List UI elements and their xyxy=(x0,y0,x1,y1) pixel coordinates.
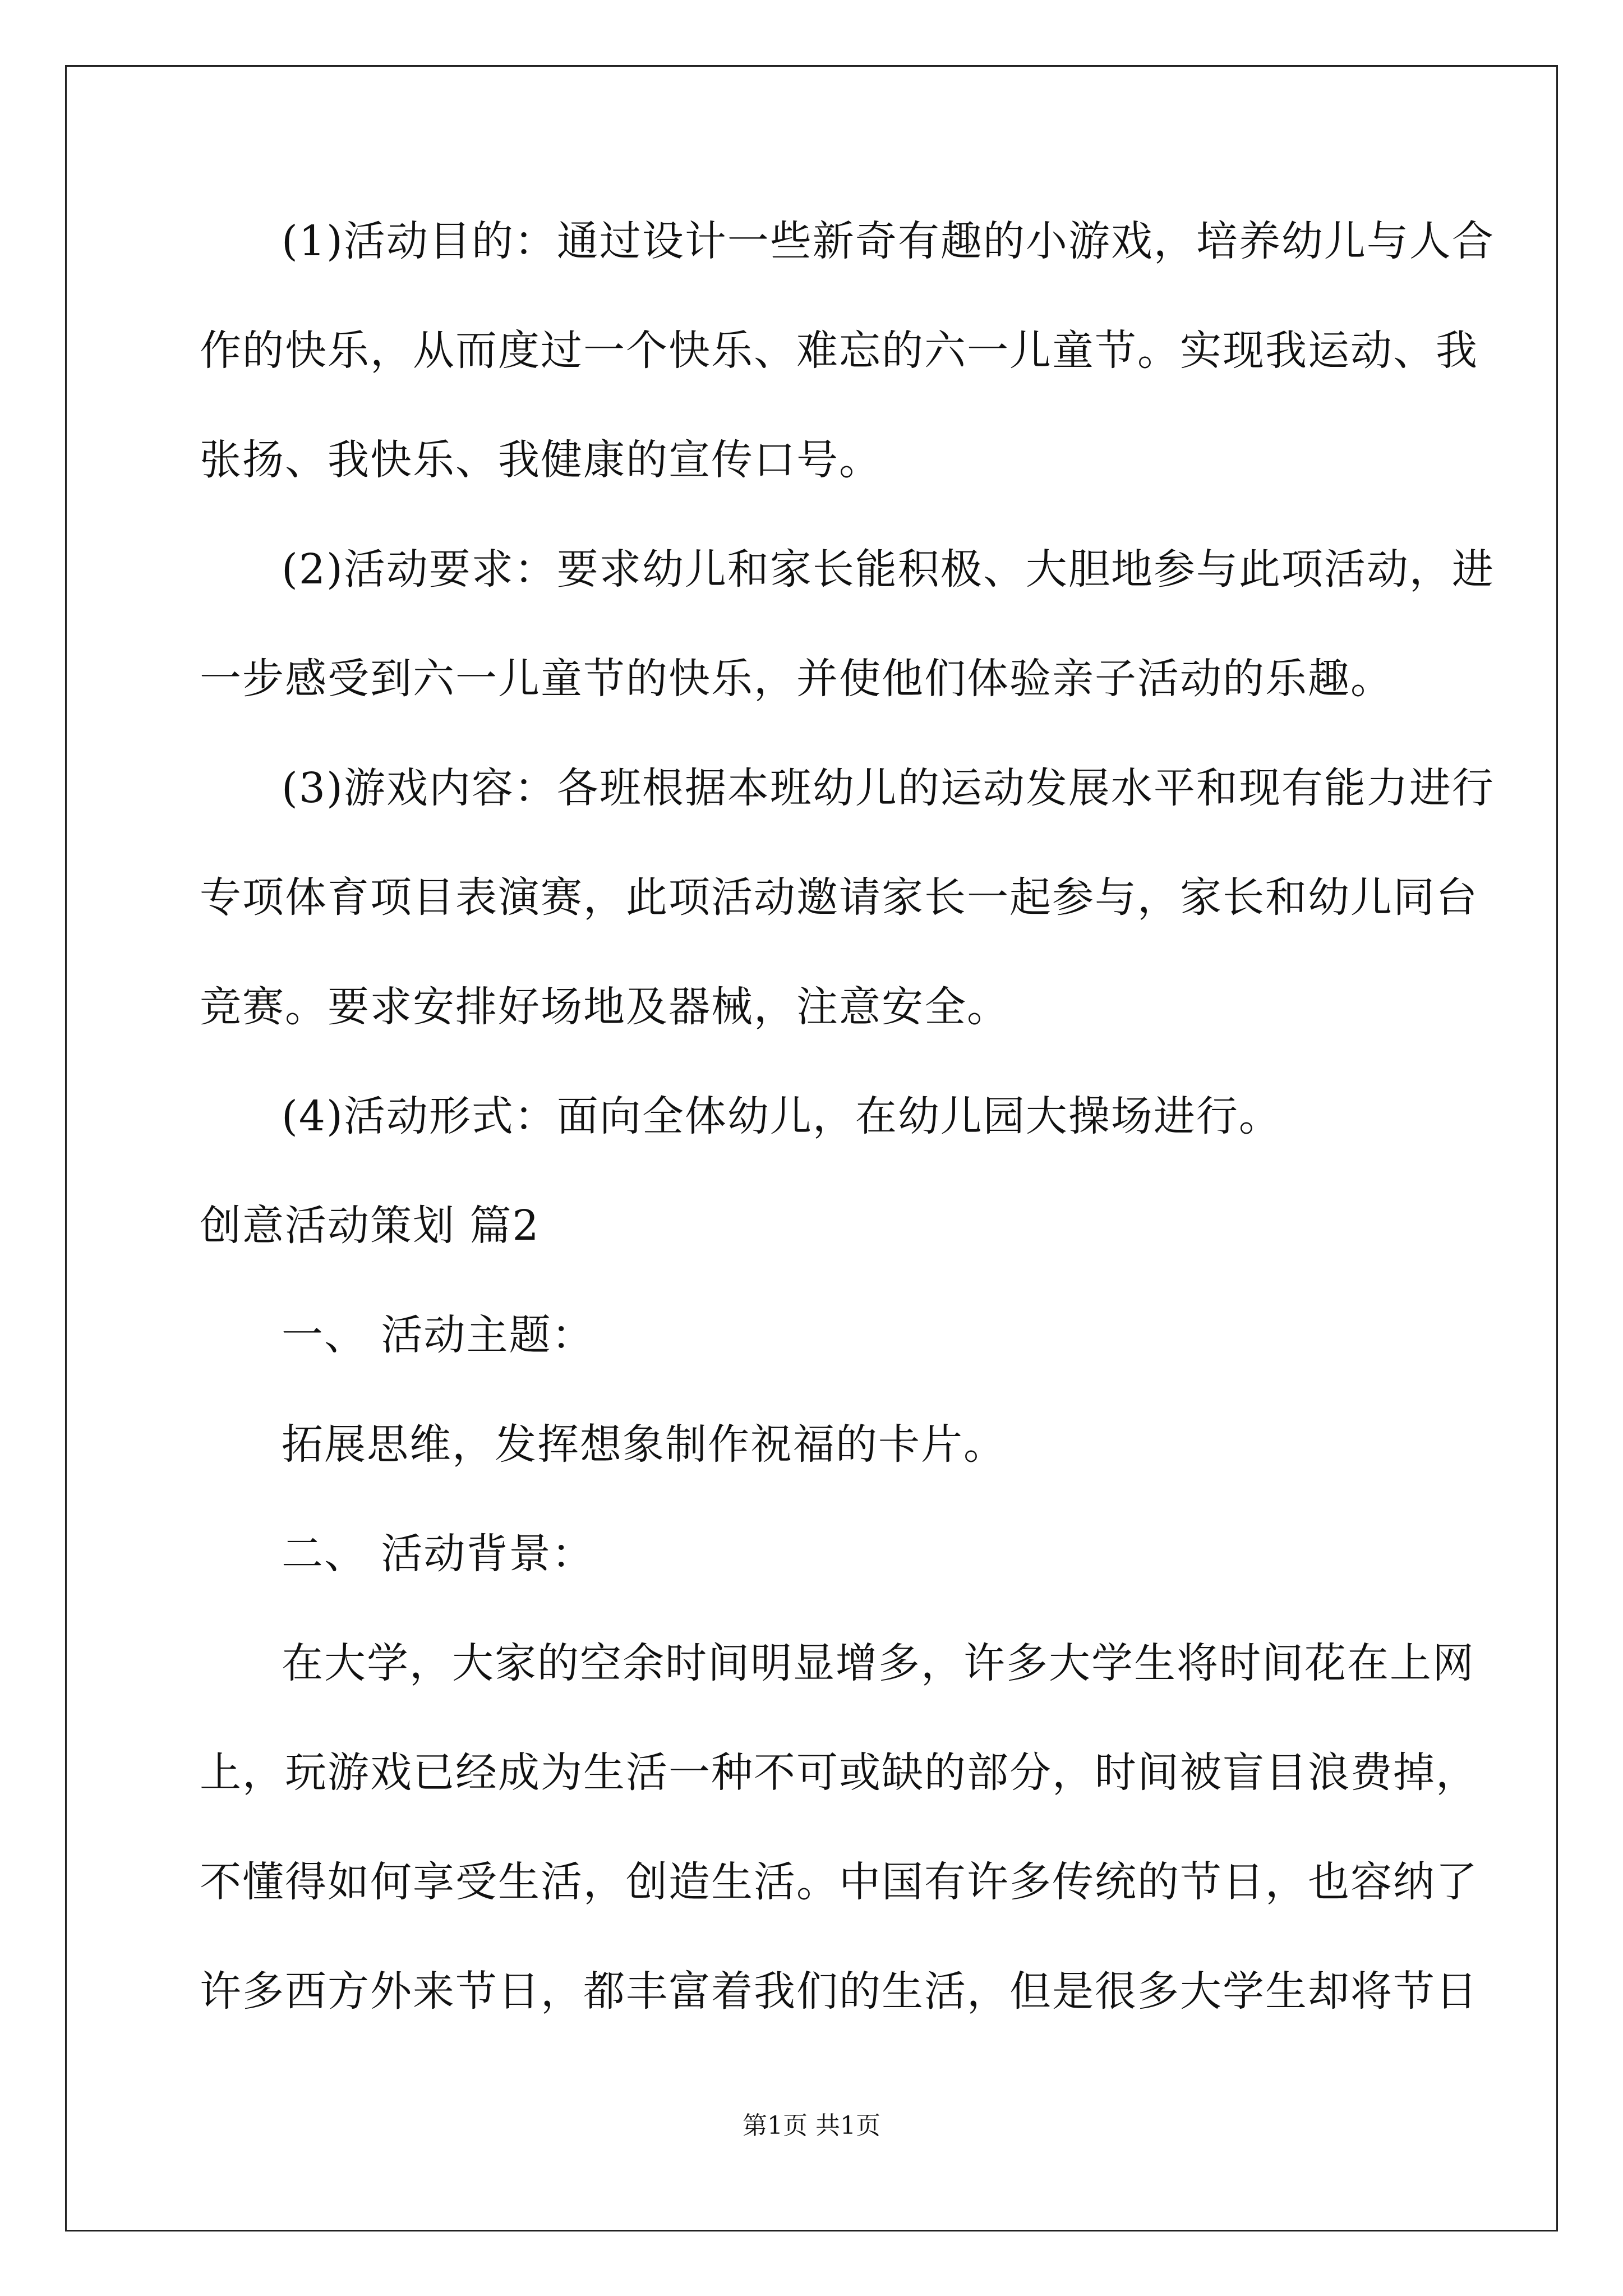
background-line-3: 不懂得如何享受生活，创造生活。中国有许多传统的节日，也容纳了 xyxy=(200,1858,1478,1906)
paragraph-3-line-3: 竞赛。要求安排好场地及器械，注意安全。 xyxy=(200,983,1009,1031)
paragraph-2-line-2: 一步感受到六一儿童节的快乐，并使他们体验亲子活动的乐趣。 xyxy=(200,655,1393,703)
theme-text: 拓展思维，发挥想象制作祝福的卡片。 xyxy=(282,1420,1006,1469)
background-line-2: 上，玩游戏已经成为生活一种不可或缺的部分，时间被盲目浪费掉， xyxy=(200,1749,1478,1797)
paragraph-1-line-2: 作的快乐，从而度过一个快乐、难忘的六一儿童节。实现我运动、我 xyxy=(200,326,1478,375)
paragraph-1-line-3: 张扬、我快乐、我健康的宣传口号。 xyxy=(200,436,882,484)
paragraph-4-line-1: (4)活动形式：面向全体幼儿，在幼儿园大操场进行。 xyxy=(282,1092,1281,1140)
background-line-4: 许多西方外来节日，都丰富着我们的生活，但是很多大学生却将节日 xyxy=(200,1967,1478,2016)
paragraph-3-line-1: (3)游戏内容：各班根据本班幼儿的运动发展水平和现有能力进行 xyxy=(282,764,1495,812)
paragraph-3-line-2: 专项体育项目表演赛，此项活动邀请家长一起参与，家长和幼儿同台 xyxy=(200,873,1478,922)
section-heading: 创意活动策划 篇2 xyxy=(200,1202,540,1250)
subheading-activity-background: 二、 活动背景： xyxy=(282,1530,594,1578)
background-line-1: 在大学，大家的空余时间明显增多，许多大学生将时间花在上网 xyxy=(282,1639,1475,1687)
paragraph-2-line-1: (2)活动要求：要求幼儿和家长能积极、大胆地参与此项活动，进 xyxy=(282,545,1495,593)
subheading-activity-theme: 一、 活动主题： xyxy=(282,1311,594,1359)
page-footer: 第1页 共1页 xyxy=(743,2111,880,2140)
paragraph-1-line-1: (1)活动目的：通过设计一些新奇有趣的小游戏，培养幼儿与人合 xyxy=(282,217,1495,265)
